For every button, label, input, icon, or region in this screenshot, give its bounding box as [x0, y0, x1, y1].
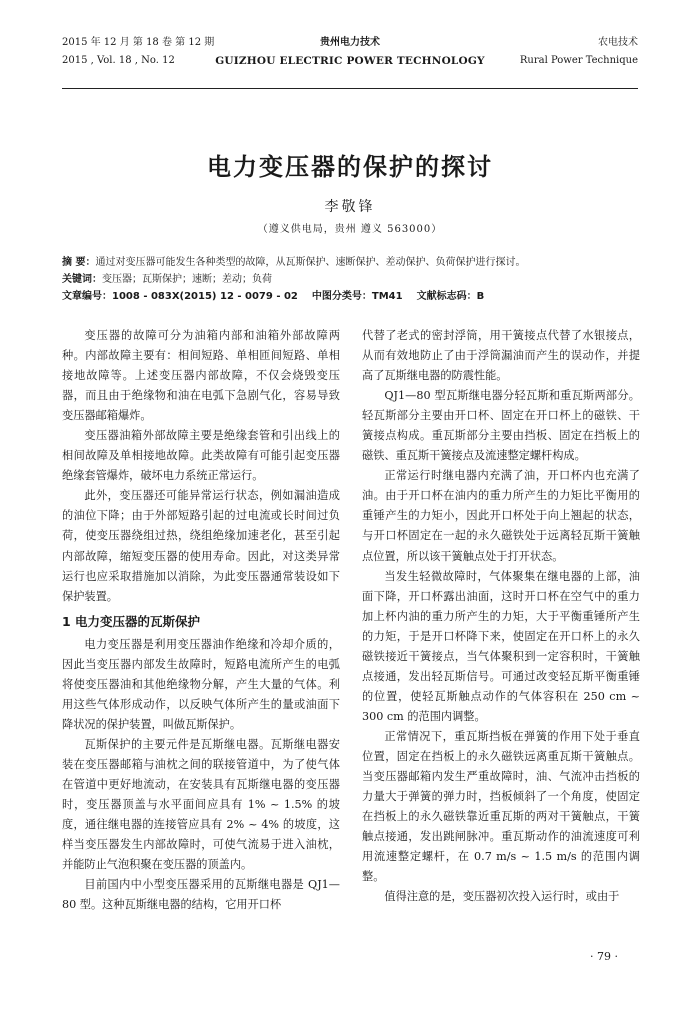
- issue-info-en: 2015 , Vol. 18 , No. 12: [62, 55, 175, 66]
- column-name-cn: 农电技术: [598, 37, 638, 48]
- abstract-text: 通过对变压器可能发生各种类型的故障，从瓦斯保护、速断保护、差动保护、负荷保护进行探讨。: [95, 257, 526, 268]
- keywords: [62, 273, 642, 287]
- paragraph: QJ1—80 型瓦斯继电器分轻瓦斯和重瓦斯两部分。轻瓦斯部分主要由开口杯、固定在开口杯上的磁铁、干簧接点构成。重瓦斯部分主要由挡板、固定在挡板上的磁铁、重瓦斯干簧接点及流速整定螺杆构成。: [362, 389, 640, 463]
- clc-number: 中图分类号：TM41: [311, 291, 403, 302]
- paragraph: 瓦斯保护的主要元件是瓦斯继电器。瓦斯继电器安装在变压器邮箱与油枕之间的联接管道中，为了使气体在管道中更好地流动，在安装具有瓦斯继电器的变压器时，变压器顶盖与水平面间应具有 1% ~ 1.5% 的坡度，通往继电器的连接管应具有 2% ~ 4% 的坡度，这样当变压器发生内部故障时，可使气流易于进入油枕，并能防止气泡积聚在变压器的顶盖内。: [62, 737, 340, 872]
- left-column: [62, 326, 340, 915]
- page-number: · 79 ·: [590, 950, 618, 963]
- paragraph: 变压器的故障可分为油箱内部和油箱外部故障两种。内部故障主要有：相间短路、单相匝间短路、单相接地故障等。上述变压器内部故障，不仅会烧毁变压器，而且由于绝缘物和油在电弧下急剧气化，容易导致变压器邮箱爆炸。: [62, 329, 340, 423]
- paragraph: 值得注意的是，变压器初次投入运行时，或由于: [384, 890, 620, 904]
- running-header: [62, 36, 638, 89]
- article-identifiers: [62, 290, 642, 304]
- paragraph: 电力变压器是利用变压器油作绝缘和冷却介质的，因此当变压器内部发生故障时，短路电流所产生的电弧将使变压器油和其他绝缘物分解，产生大量的气体。利用这些气体形成动作，以反映气体所产生的量或油面下降状况的保护装置，叫做瓦斯保护。: [62, 637, 340, 731]
- right-column: [362, 326, 640, 907]
- abstract-label: 摘 要：: [62, 257, 96, 268]
- paragraph: 代替了老式的密封浮筒，用干簧接点代替了水银接点，从而有效地防止了由于浮筒漏油而产生的误动作，并提高了瓦斯继电器的防震性能。: [362, 329, 640, 383]
- paragraph: 此外，变压器还可能异常运行状态，例如漏油造成的油位下降；由于外部短路引起的过电流或长时间过负荷，使变压器绕组过热，绕组绝缘加速老化，甚至引起内部故障，缩短变压器的使用寿命。因此，对这类异常运行也应采取措施加以消除，为此变压器通常装设如下保护装置。: [62, 489, 340, 603]
- paragraph: 正常运行时继电器内充满了油，开口杯内也充满了油。由于开口杯在油内的重力所产生的力矩比平衡用的重锤产生的力矩小，因此开口杯处于向上翘起的状态，与开口杯固定在一起的永久磁铁处于远离轻瓦斯干簧触点位置，所以该干簧触点处于打开状态。: [362, 469, 640, 563]
- article-number: 文章编号：1008 - 083X(2015) 12 - 0079 - 02: [62, 291, 298, 302]
- journal-name-cn: 贵州电力技术: [320, 37, 380, 48]
- keywords-text: 变压器；瓦斯保护；速断；差动；负荷: [102, 274, 272, 285]
- keywords-label: 关键词：: [62, 274, 102, 285]
- issue-info-cn: 2015 年 12 月 第 18 卷 第 12 期: [62, 37, 215, 48]
- journal-name-en: GUIZHOU ELECTRIC POWER TECHNOLOGY: [215, 55, 485, 67]
- abstract: [62, 256, 642, 270]
- document-code: 文献标志码：B: [416, 291, 485, 302]
- paragraph: 目前国内中小型变压器采用的瓦斯继电器是 QJ1—80 型。这种瓦斯继电器的结构，它用开口杯: [62, 878, 340, 912]
- paragraph: 当发生轻微故障时，气体聚集在继电器的上部，油面下降，开口杯露出油面，这时开口杯在空气中的重力加上杯内油的重力所产生的力矩，大于平衡重锤所产生的力矩，于是开口杯降下来，使固定在开口杯上的永久磁铁接近干簧接点，当气体聚积到一定容积时，干簧触点接通，发出轻瓦斯信号。可通过改变轻瓦斯平衡重锤的位置，使轻瓦斯触点动作的气体容积在 250 cm ~ 300 cm 的范围内调整。: [362, 569, 640, 723]
- section-heading: 1 电力变压器的瓦斯保护: [62, 613, 201, 629]
- column-name-en: Rural Power Technique: [519, 55, 638, 66]
- paragraph: 变压器油箱外部故障主要是绝缘套管和引出线上的相间故障及单相接地故障。此类故障有可能引起变压器绝缘套管爆炸，破坏电力系统正常运行。: [62, 429, 340, 483]
- author-affiliation: （遵义供电局，贵州 遵义 563000）: [257, 224, 443, 235]
- article-title: 电力变压器的保护的探讨: [207, 153, 493, 181]
- paragraph: 正常情况下，重瓦斯挡板在弹簧的作用下处于垂直位置，固定在挡板上的永久磁铁远离重瓦斯干簧触点。当变压器邮箱内发生严重故障时，油、气流冲击挡板的力量大于弹簧的弹力时，挡板倾斜了一个角度，使固定在挡板上的永久磁铁靠近重瓦斯的两对干簧触点，干簧触点接通，发出跳闸脉冲。重瓦斯动作的油流速度可利用流速整定螺杆，在 0.7 m/s ~ 1.5 m/s 的范围内调整。: [362, 729, 640, 884]
- author-name: 李敬锋: [324, 199, 376, 215]
